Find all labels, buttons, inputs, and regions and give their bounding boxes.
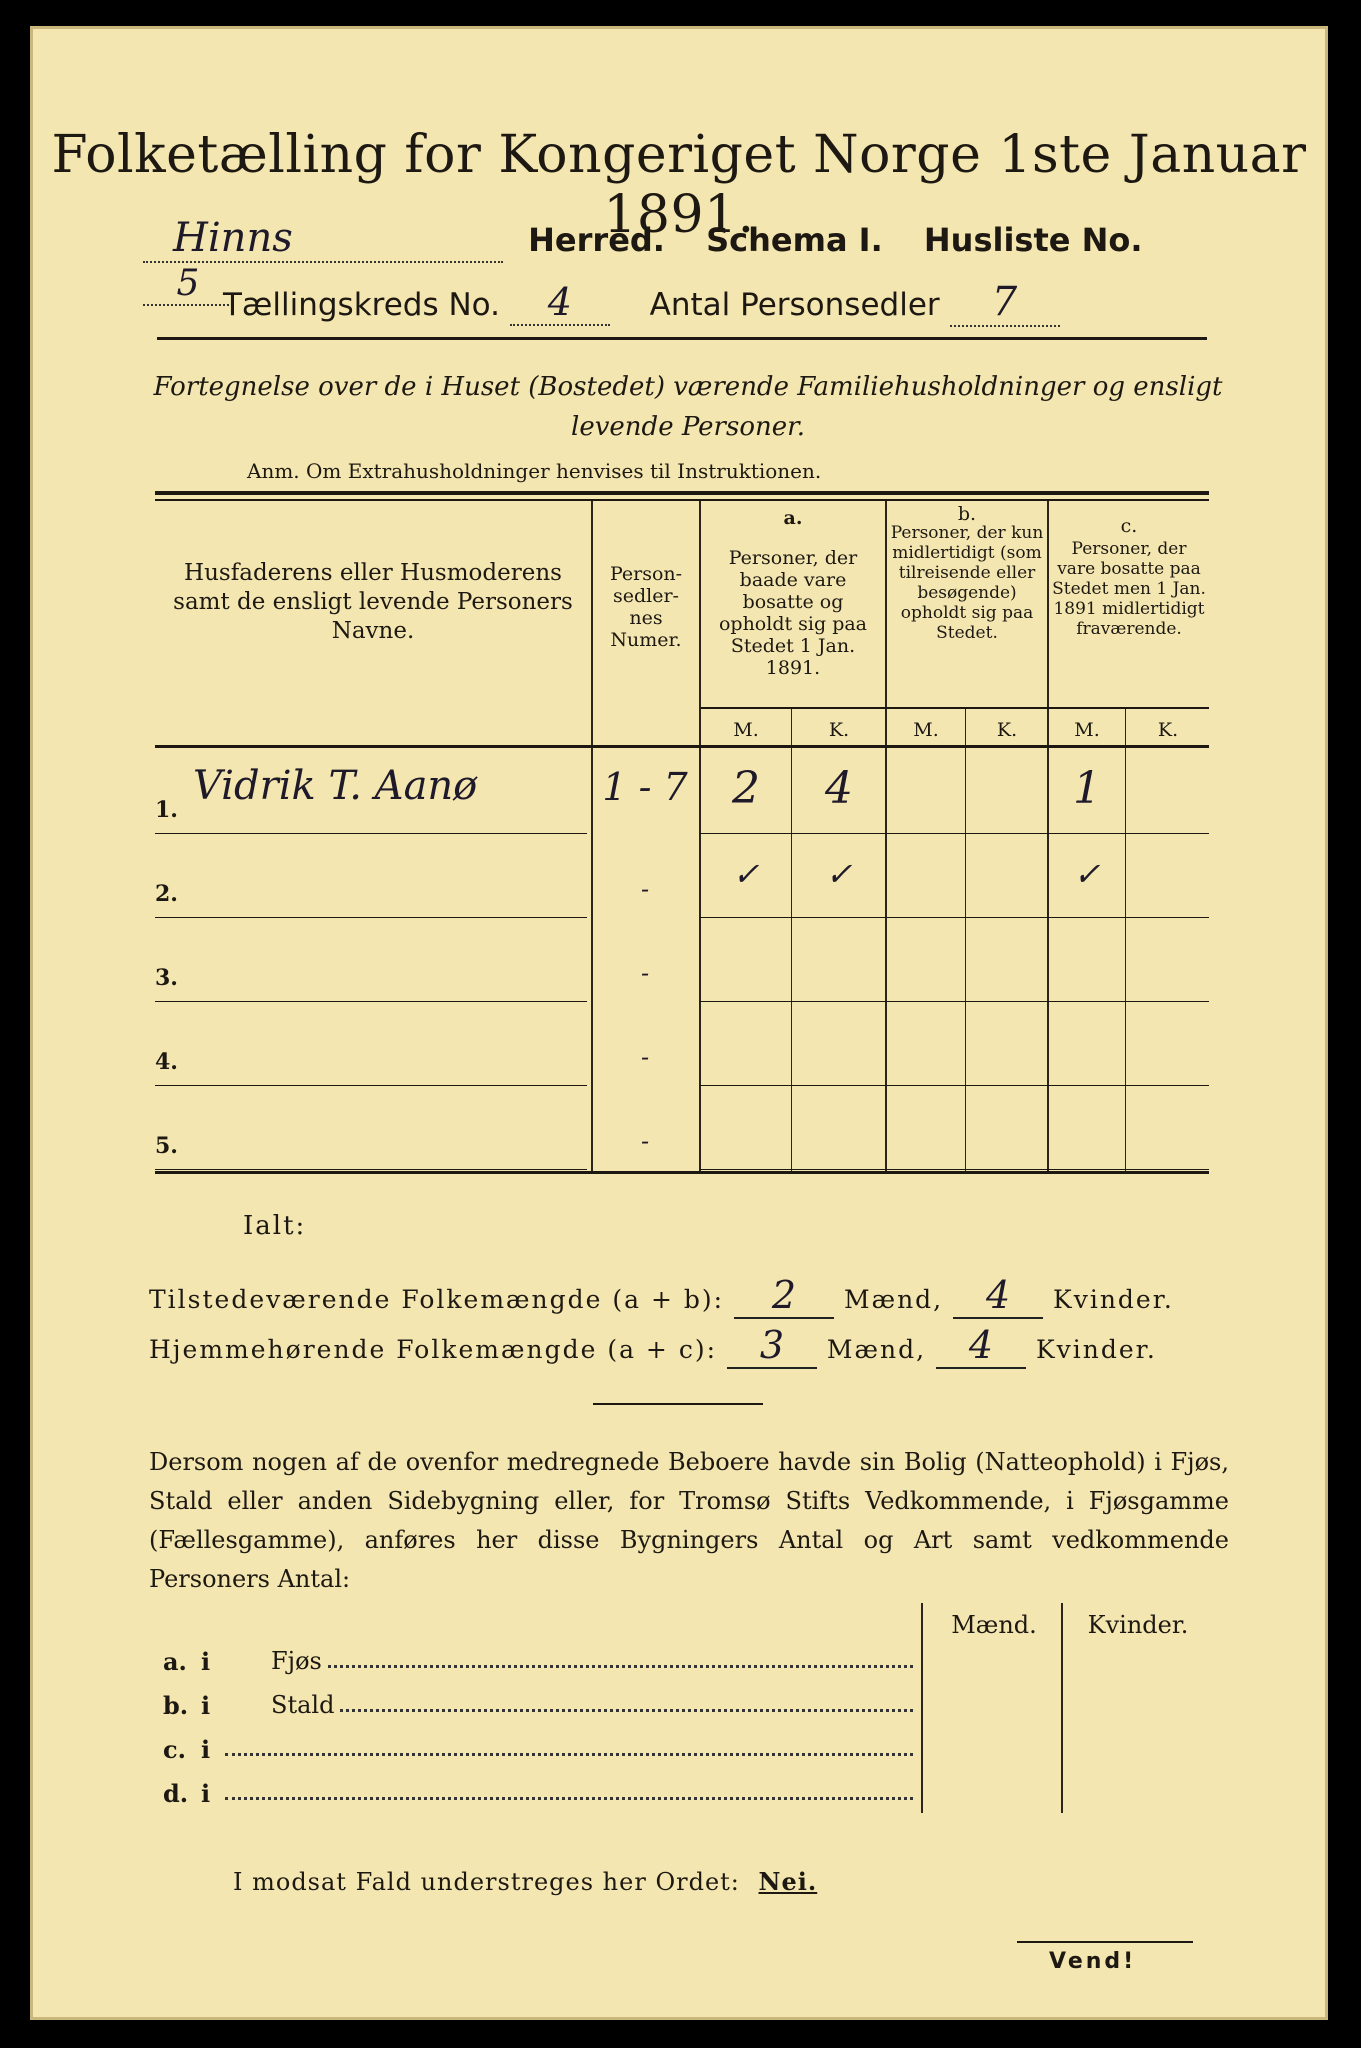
row-cell-a-k: ✓ (825, 855, 853, 893)
total-resident-label: Hjemmehørende Folkemængde (a + c): (149, 1335, 717, 1364)
building-row (163, 1691, 913, 1720)
row-number: 1. (155, 797, 178, 823)
row-numer: - (640, 959, 650, 987)
form-title: Folketælling for Kongeriget Norge 1ste Januar 1891. (51, 125, 1307, 245)
row-rule (155, 1169, 587, 1170)
building-row-label: Fjøs (271, 1647, 322, 1675)
row-cell-a-k: 4 (825, 763, 853, 814)
vend-label: Vend! (1049, 1949, 1137, 1974)
row-rule (699, 1085, 1209, 1086)
building-row-letter: b. (163, 1691, 189, 1720)
col-header-b: Personer, der kun midlertidigt (som tilreisende eller besøgende) opholdt sig paa Stedet. (890, 523, 1044, 643)
kreds-label: Tællingskreds No. (223, 287, 500, 323)
building-paragraph: Dersom nogen af de ovenfor medregnede Beboere havde sin Bolig (Natteophold) i Fjøs, Stald eller anden Sidebygning eller, for Tromsø Stifts Vedkommende, i Fjøsgamme (Fællesgamme), anføres her disse Bygningers Antal og Art samt vedkommende Personers Antal: (149, 1448, 1229, 1593)
total-resident-kvinder-label: Kvinder. (1035, 1335, 1157, 1364)
building-row-dots (328, 1647, 913, 1668)
col-b-k: K. (996, 719, 1018, 741)
row-cell-a-m: ✓ (732, 855, 760, 893)
col-header-c: Personer, der vare bosatte paa Stedet men 1 Jan. 1891 midlertidigt fraværende. (1052, 539, 1206, 639)
antal-label: Antal Personsedler (649, 287, 940, 323)
building-row-i: i (201, 1691, 211, 1720)
husliste-label: Husliste No. (923, 221, 1143, 259)
row-number: 5. (155, 1133, 178, 1159)
row-numer: - (640, 1127, 650, 1155)
total-resident-maend: 3 (727, 1323, 817, 1369)
row-number: 2. (155, 881, 178, 907)
row-cell-a-m: 2 (732, 763, 760, 814)
row-rule (155, 1085, 587, 1086)
building-row-dots (225, 1735, 913, 1756)
col-c-letter: c. (1120, 515, 1138, 537)
row-number: 4. (155, 1049, 178, 1075)
building-row-letter: c. (163, 1735, 186, 1764)
building-row-letter: a. (163, 1647, 187, 1676)
schema-label: Schema I. (706, 221, 883, 259)
row-rule (699, 833, 1209, 834)
total-present-label: Tilstedeværende Folkemængde (a + b): (149, 1285, 725, 1314)
col-a-letter: a. (783, 507, 803, 529)
row-rule (155, 917, 587, 918)
husliste-value: 5 (143, 263, 233, 306)
buildings-maend-header: Mænd. (951, 1611, 1037, 1639)
total-present-kvinder-label: Kvinder. (1053, 1285, 1174, 1314)
row-numer: - (640, 1043, 650, 1071)
col-a-k: K. (828, 719, 850, 741)
total-present-kvinder: 4 (953, 1273, 1043, 1319)
building-row-dots (340, 1691, 913, 1712)
table-top-rule (155, 491, 1209, 495)
col-b-m: M. (913, 719, 939, 741)
row-name: Vidrik T. Aanø (193, 763, 478, 809)
ialt-label: Ialt: (243, 1211, 307, 1241)
kreds-line (223, 279, 1223, 327)
herred-value: Hinns (143, 215, 503, 263)
row-number: 3. (155, 965, 178, 991)
building-row-letter: d. (163, 1779, 189, 1808)
header-rule (157, 337, 1207, 340)
row-rule (155, 833, 587, 834)
row-numer: 1 - 7 (602, 765, 688, 809)
total-present-maend-label: Mænd, (843, 1285, 944, 1314)
building-row-i: i (201, 1779, 211, 1808)
row-rule (699, 1169, 1209, 1170)
building-row-i: i (201, 1647, 211, 1676)
census-form (30, 26, 1328, 2020)
nei-word: Nei. (758, 1867, 818, 1896)
building-row (163, 1647, 913, 1676)
total-present-maend: 2 (734, 1273, 834, 1319)
col-header-a: Personer, der baade vare bosatte og opholdt sig paa Stedet 1 Jan. 1891. (718, 547, 868, 679)
building-row-dots (225, 1779, 913, 1800)
modsat-text: I modsat Fald understreges her Ordet: (233, 1868, 740, 1896)
total-present-line (149, 1273, 1249, 1319)
total-resident-maend-label: Mænd, (826, 1335, 927, 1364)
building-row-label: Stald (271, 1691, 335, 1719)
table-bottom-rule (155, 1171, 1209, 1174)
form-subtitle: Fortegnelse over de i Huset (Bostedet) værende Familiehusholdninger og ensligt levende Personer. (153, 372, 1223, 442)
row-rule (699, 917, 1209, 918)
row-rule (699, 1001, 1209, 1002)
row-cell-c-m: 1 (1073, 763, 1101, 814)
total-resident-kvinder: 4 (936, 1323, 1026, 1369)
antal-value: 7 (950, 279, 1060, 327)
building-row-i: i (201, 1735, 211, 1764)
col-c-m: M. (1074, 719, 1100, 741)
building-row (163, 1735, 913, 1764)
col-a-m: M. (733, 719, 759, 741)
col-header-numer: Person-sedler-nes Numer. (609, 563, 683, 651)
herred-label: Herred. (528, 221, 665, 259)
row-cell-c-m: ✓ (1073, 855, 1101, 893)
row-numer: - (640, 875, 650, 903)
annotation-note: Anm. Om Extrahusholdninger henvises til Instruktionen. (247, 459, 822, 483)
col-header-names: Husfaderens eller Husmoderens samt de ensligt levende Personers Navne. (173, 560, 573, 644)
table-header-rule (155, 745, 1209, 748)
total-resident-line (149, 1323, 1249, 1369)
buildings-kvinder-header: Kvinder. (1087, 1611, 1189, 1639)
col-c-k: K. (1157, 719, 1179, 741)
row-rule (155, 1001, 587, 1002)
modsat-line (233, 1867, 817, 1896)
section-divider (593, 1403, 763, 1405)
building-row (163, 1779, 913, 1808)
kreds-value: 4 (510, 280, 610, 326)
col-b-letter: b. (957, 503, 977, 525)
